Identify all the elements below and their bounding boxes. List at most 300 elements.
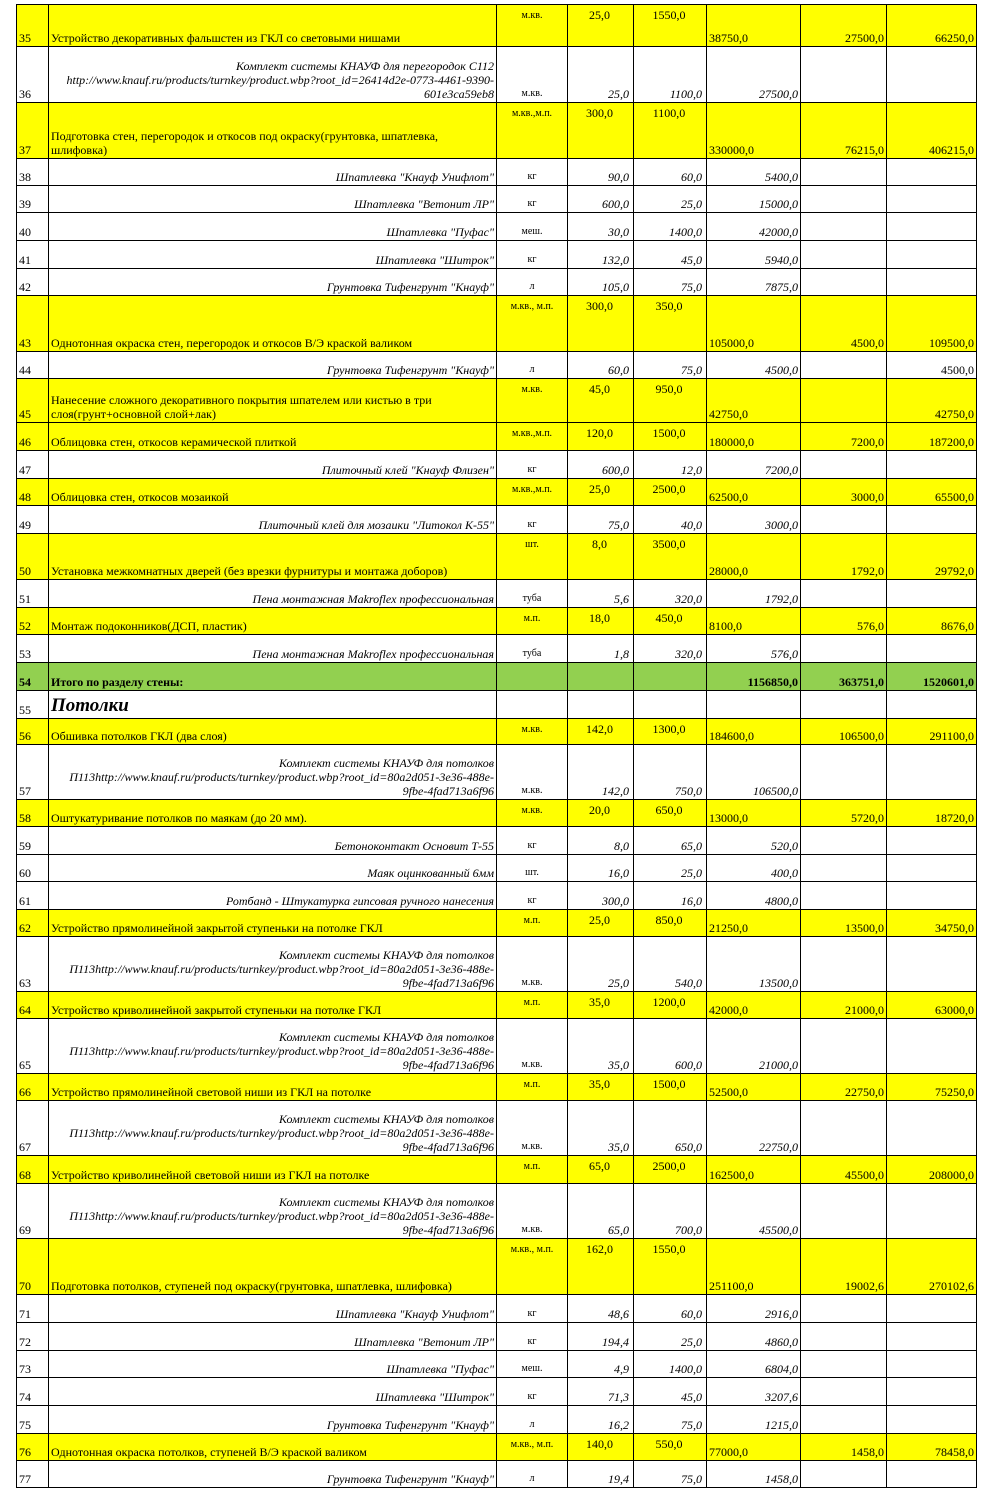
item-description: Плиточный клей "Кнауф Флизен" (49, 451, 497, 479)
price-cell: 1550,0 (634, 5, 707, 47)
price-cell: 65,0 (634, 827, 707, 855)
table-row (17, 47, 977, 103)
materials-cost-cell: 22750,0 (707, 1101, 801, 1156)
labor-cost-cell (801, 241, 887, 269)
price-cell: 3500,0 (634, 534, 707, 580)
table-row (17, 1101, 977, 1156)
labor-cost-cell (801, 1406, 887, 1434)
table-row (17, 534, 977, 580)
row-number: 65 (17, 1019, 49, 1074)
quantity-cell: 35,0 (568, 1101, 634, 1156)
materials-cost-cell: 7200,0 (707, 451, 801, 479)
table-row (17, 1295, 977, 1323)
item-description: Однотонная окраска потолков, ступеней В/Э краской валиком (49, 1434, 497, 1461)
table-row (17, 745, 977, 800)
materials-cost-cell: 5400,0 (707, 159, 801, 186)
item-description: Подготовка потолков, ступеней под окраску(грунтовка, шпатлевка, шлифовка) (49, 1239, 497, 1295)
table-row (17, 1074, 977, 1101)
unit-cell: м.кв., м.п. (497, 296, 568, 352)
unit-cell: м.кв. (497, 745, 568, 800)
materials-cost-cell: 576,0 (707, 635, 801, 663)
labor-cost-cell: 5720,0 (801, 800, 887, 827)
total-cost-cell: 42750,0 (887, 379, 977, 423)
labor-cost-cell: 27500,0 (801, 5, 887, 47)
table-row (17, 1461, 977, 1488)
unit-cell: шт. (497, 534, 568, 580)
quantity-cell: 300,0 (568, 296, 634, 352)
table-row (17, 379, 977, 423)
price-cell: 1400,0 (634, 213, 707, 241)
total-cost-cell (887, 855, 977, 882)
item-description: Потолки (49, 691, 497, 719)
quantity-cell (568, 691, 634, 719)
row-number: 46 (17, 423, 49, 451)
total-cost-cell: 187200,0 (887, 423, 977, 451)
item-description: Комплект системы КНАУФ для потолков П113http://www.knauf.ru/products/turnkey/product.wbp?root_id=80a2d051-3e36-488e-9fbe-4fad713a6f96 (49, 1184, 497, 1239)
materials-cost-cell: 42750,0 (707, 379, 801, 423)
table-row (17, 910, 977, 937)
item-description: Облицовка стен, откосов мозаикой (49, 479, 497, 506)
quantity-cell: 600,0 (568, 451, 634, 479)
unit-cell: л (497, 1406, 568, 1434)
materials-cost-cell: 4860,0 (707, 1323, 801, 1351)
materials-cost-cell: 45500,0 (707, 1184, 801, 1239)
total-cost-cell: 66250,0 (887, 5, 977, 47)
materials-cost-cell: 28000,0 (707, 534, 801, 580)
price-cell: 75,0 (634, 352, 707, 379)
labor-cost-cell: 1792,0 (801, 534, 887, 580)
table-row (17, 269, 977, 296)
unit-cell: меш. (497, 213, 568, 241)
row-number: 38 (17, 159, 49, 186)
total-cost-cell (887, 47, 977, 103)
total-cost-cell: 109500,0 (887, 296, 977, 352)
total-cost-cell (887, 1184, 977, 1239)
quantity-cell: 5,6 (568, 580, 634, 608)
quantity-cell: 120,0 (568, 423, 634, 451)
total-cost-cell (887, 1351, 977, 1378)
labor-cost-cell: 45500,0 (801, 1156, 887, 1184)
estimate-rows (17, 5, 977, 1488)
total-cost-cell: 406215,0 (887, 103, 977, 159)
price-cell: 75,0 (634, 269, 707, 296)
labor-cost-cell: 3000,0 (801, 479, 887, 506)
price-cell: 1500,0 (634, 1074, 707, 1101)
unit-cell: л (497, 352, 568, 379)
item-description: Комплект системы КНАУФ для потолков П113http://www.knauf.ru/products/turnkey/product.wbp?root_id=80a2d051-3e36-488e-9fbe-4fad713a6f96 (49, 745, 497, 800)
price-cell: 45,0 (634, 241, 707, 269)
labor-cost-cell (801, 47, 887, 103)
row-number: 54 (17, 663, 49, 691)
unit-cell: м.кв. (497, 1101, 568, 1156)
price-cell: 25,0 (634, 1323, 707, 1351)
total-cost-cell: 65500,0 (887, 479, 977, 506)
item-description: Ротбанд - Штукатурка гипсовая ручного нанесения (49, 882, 497, 910)
materials-cost-cell: 27500,0 (707, 47, 801, 103)
table-row (17, 608, 977, 635)
labor-cost-cell: 19002,6 (801, 1239, 887, 1295)
table-row (17, 719, 977, 745)
labor-cost-cell (801, 506, 887, 534)
total-cost-cell: 4500,0 (887, 352, 977, 379)
quantity-cell: 132,0 (568, 241, 634, 269)
row-number: 41 (17, 241, 49, 269)
materials-cost-cell: 7875,0 (707, 269, 801, 296)
total-cost-cell (887, 269, 977, 296)
total-cost-cell (887, 882, 977, 910)
labor-cost-cell (801, 352, 887, 379)
unit-cell: м.п. (497, 608, 568, 635)
price-cell: 550,0 (634, 1434, 707, 1461)
price-cell: 2500,0 (634, 1156, 707, 1184)
unit-cell: кг (497, 159, 568, 186)
total-cost-cell: 78458,0 (887, 1434, 977, 1461)
table-row (17, 186, 977, 213)
unit-cell: л (497, 1461, 568, 1488)
quantity-cell: 65,0 (568, 1156, 634, 1184)
table-row (17, 882, 977, 910)
materials-cost-cell: 1215,0 (707, 1406, 801, 1434)
row-number: 43 (17, 296, 49, 352)
row-number: 72 (17, 1323, 49, 1351)
quantity-cell: 25,0 (568, 5, 634, 47)
table-row (17, 635, 977, 663)
item-description: Установка межкомнатных дверей (без врезки фурнитуры и монтажа доборов) (49, 534, 497, 580)
quantity-cell: 30,0 (568, 213, 634, 241)
total-cost-cell (887, 159, 977, 186)
quantity-cell: 142,0 (568, 745, 634, 800)
labor-cost-cell: 576,0 (801, 608, 887, 635)
table-row (17, 506, 977, 534)
materials-cost-cell: 5940,0 (707, 241, 801, 269)
unit-cell: кг (497, 186, 568, 213)
table-row (17, 5, 977, 47)
quantity-cell: 8,0 (568, 534, 634, 580)
total-cost-cell (887, 241, 977, 269)
item-description: Оштукатуривание потолков по маякам (до 20 мм). (49, 800, 497, 827)
item-description: Грунтовка Тифенгрунт "Кнауф" (49, 352, 497, 379)
total-cost-cell (887, 937, 977, 992)
price-cell: 450,0 (634, 608, 707, 635)
table-row (17, 423, 977, 451)
row-number: 70 (17, 1239, 49, 1295)
labor-cost-cell (801, 379, 887, 423)
total-cost-cell (887, 635, 977, 663)
labor-cost-cell (801, 451, 887, 479)
total-cost-cell (887, 451, 977, 479)
total-cost-cell (887, 1295, 977, 1323)
quantity-cell: 25,0 (568, 47, 634, 103)
labor-cost-cell (801, 1184, 887, 1239)
price-cell: 12,0 (634, 451, 707, 479)
price-cell: 950,0 (634, 379, 707, 423)
labor-cost-cell (801, 1019, 887, 1074)
table-row (17, 580, 977, 608)
unit-cell: кг (497, 506, 568, 534)
materials-cost-cell: 21250,0 (707, 910, 801, 937)
total-cost-cell (887, 213, 977, 241)
table-row (17, 1184, 977, 1239)
quantity-cell: 18,0 (568, 608, 634, 635)
row-number: 77 (17, 1461, 49, 1488)
row-number: 51 (17, 580, 49, 608)
materials-cost-cell (707, 691, 801, 719)
labor-cost-cell (801, 882, 887, 910)
materials-cost-cell: 106500,0 (707, 745, 801, 800)
item-description: Комплект системы КНАУФ для потолков П113http://www.knauf.ru/products/turnkey/product.wbp?root_id=80a2d051-3e36-488e-9fbe-4fad713a6f96 (49, 1101, 497, 1156)
row-number: 62 (17, 910, 49, 937)
item-description: Шпатлевка "Шитрок" (49, 241, 497, 269)
materials-cost-cell: 251100,0 (707, 1239, 801, 1295)
table-row (17, 1351, 977, 1378)
row-number: 48 (17, 479, 49, 506)
total-cost-cell (887, 506, 977, 534)
row-number: 52 (17, 608, 49, 635)
price-cell: 540,0 (634, 937, 707, 992)
row-number: 63 (17, 937, 49, 992)
row-number: 75 (17, 1406, 49, 1434)
row-number: 36 (17, 47, 49, 103)
price-cell: 75,0 (634, 1461, 707, 1488)
item-description: Шпатлевка "Пуфас" (49, 1351, 497, 1378)
quantity-cell: 600,0 (568, 186, 634, 213)
labor-cost-cell (801, 937, 887, 992)
item-description: Устройство криволинейной закрытой ступеньки на потолке ГКЛ (49, 992, 497, 1019)
price-cell: 1300,0 (634, 719, 707, 745)
price-cell: 16,0 (634, 882, 707, 910)
row-number: 56 (17, 719, 49, 745)
row-number: 76 (17, 1434, 49, 1461)
materials-cost-cell: 21000,0 (707, 1019, 801, 1074)
price-cell (634, 691, 707, 719)
price-cell: 40,0 (634, 506, 707, 534)
quantity-cell: 16,2 (568, 1406, 634, 1434)
table-row (17, 1434, 977, 1461)
labor-cost-cell (801, 745, 887, 800)
price-cell: 75,0 (634, 1406, 707, 1434)
price-cell: 60,0 (634, 1295, 707, 1323)
unit-cell (497, 663, 568, 691)
item-description: Шпатлевка "Кнауф Унифлот" (49, 159, 497, 186)
table-row (17, 937, 977, 992)
labor-cost-cell: 4500,0 (801, 296, 887, 352)
quantity-cell: 35,0 (568, 992, 634, 1019)
row-number: 60 (17, 855, 49, 882)
quantity-cell: 60,0 (568, 352, 634, 379)
row-number: 37 (17, 103, 49, 159)
section-header-row (17, 691, 977, 719)
materials-cost-cell: 15000,0 (707, 186, 801, 213)
quantity-cell: 194,4 (568, 1323, 634, 1351)
total-cost-cell: 208000,0 (887, 1156, 977, 1184)
row-number: 49 (17, 506, 49, 534)
unit-cell: м.кв., м.п. (497, 1434, 568, 1461)
materials-cost-cell: 13500,0 (707, 937, 801, 992)
total-cost-cell: 18720,0 (887, 800, 977, 827)
unit-cell: кг (497, 1295, 568, 1323)
total-cost-cell: 270102,6 (887, 1239, 977, 1295)
row-number: 50 (17, 534, 49, 580)
row-number: 73 (17, 1351, 49, 1378)
table-row (17, 800, 977, 827)
materials-cost-cell: 184600,0 (707, 719, 801, 745)
table-row (17, 1323, 977, 1351)
row-number: 57 (17, 745, 49, 800)
item-description: Устройство прямолинейной световой ниши из ГКЛ на потолке (49, 1074, 497, 1101)
labor-cost-cell: 106500,0 (801, 719, 887, 745)
table-row (17, 159, 977, 186)
price-cell: 2500,0 (634, 479, 707, 506)
item-description: Шпатлевка "Ветонит ЛР" (49, 186, 497, 213)
item-description: Пена монтажная Makroflex профессиональная (49, 635, 497, 663)
unit-cell: м.кв. (497, 47, 568, 103)
quantity-cell: 105,0 (568, 269, 634, 296)
price-cell: 1500,0 (634, 423, 707, 451)
unit-cell: м.кв. (497, 1184, 568, 1239)
unit-cell: м.кв. (497, 379, 568, 423)
price-cell: 600,0 (634, 1019, 707, 1074)
labor-cost-cell: 76215,0 (801, 103, 887, 159)
price-cell: 320,0 (634, 580, 707, 608)
unit-cell: шт. (497, 855, 568, 882)
unit-cell: кг (497, 451, 568, 479)
table-row (17, 241, 977, 269)
table-row (17, 992, 977, 1019)
total-cost-cell: 29792,0 (887, 534, 977, 580)
quantity-cell: 35,0 (568, 1074, 634, 1101)
labor-cost-cell (801, 635, 887, 663)
price-cell: 700,0 (634, 1184, 707, 1239)
labor-cost-cell (801, 855, 887, 882)
unit-cell: кг (497, 1378, 568, 1406)
row-number: 67 (17, 1101, 49, 1156)
total-cost-cell: 291100,0 (887, 719, 977, 745)
quantity-cell: 25,0 (568, 937, 634, 992)
total-cost-cell (887, 691, 977, 719)
labor-cost-cell (801, 827, 887, 855)
table-row (17, 103, 977, 159)
table-row (17, 827, 977, 855)
total-cost-cell: 63000,0 (887, 992, 977, 1019)
labor-cost-cell: 13500,0 (801, 910, 887, 937)
materials-cost-cell: 52500,0 (707, 1074, 801, 1101)
quantity-cell: 300,0 (568, 882, 634, 910)
materials-cost-cell: 38750,0 (707, 5, 801, 47)
table-row (17, 213, 977, 241)
quantity-cell: 35,0 (568, 1019, 634, 1074)
item-description: Комплект системы КНАУФ для потолков П113http://www.knauf.ru/products/turnkey/product.wbp?root_id=80a2d051-3e36-488e-9fbe-4fad713a6f96 (49, 1019, 497, 1074)
unit-cell: л (497, 269, 568, 296)
labor-cost-cell (801, 1323, 887, 1351)
quantity-cell: 19,4 (568, 1461, 634, 1488)
row-number: 47 (17, 451, 49, 479)
unit-cell: м.кв.,м.п. (497, 423, 568, 451)
materials-cost-cell: 400,0 (707, 855, 801, 882)
materials-cost-cell: 330000,0 (707, 103, 801, 159)
labor-cost-cell: 22750,0 (801, 1074, 887, 1101)
total-cost-cell (887, 745, 977, 800)
item-description: Пена монтажная Makroflex профессиональная (49, 580, 497, 608)
table-row (17, 855, 977, 882)
total-cost-cell (887, 1019, 977, 1074)
item-description: Шпатлевка "Шитрок" (49, 1378, 497, 1406)
labor-cost-cell (801, 1295, 887, 1323)
quantity-cell: 142,0 (568, 719, 634, 745)
item-description: Шпатлевка "Кнауф Унифлот" (49, 1295, 497, 1323)
price-cell: 1100,0 (634, 103, 707, 159)
total-cost-cell: 8676,0 (887, 608, 977, 635)
row-number: 61 (17, 882, 49, 910)
price-cell: 750,0 (634, 745, 707, 800)
unit-cell: м.кв.,м.п. (497, 103, 568, 159)
quantity-cell: 90,0 (568, 159, 634, 186)
labor-cost-cell (801, 213, 887, 241)
labor-cost-cell (801, 186, 887, 213)
estimate-sheet (16, 4, 974, 1488)
item-description: Нанесение сложного декоративного покрытия шпателем или кистью в три слоя(грунт+основной слой+лак) (49, 379, 497, 423)
quantity-cell: 65,0 (568, 1184, 634, 1239)
labor-cost-cell (801, 1378, 887, 1406)
labor-cost-cell (801, 580, 887, 608)
labor-cost-cell (801, 159, 887, 186)
item-description: Шпатлевка "Ветонит ЛР" (49, 1323, 497, 1351)
quantity-cell: 71,3 (568, 1378, 634, 1406)
item-description: Устройство декоративных фальшстен из ГКЛ со световыми нишами (49, 5, 497, 47)
price-cell: 650,0 (634, 800, 707, 827)
materials-cost-cell: 3000,0 (707, 506, 801, 534)
price-cell: 650,0 (634, 1101, 707, 1156)
row-number: 66 (17, 1074, 49, 1101)
price-cell: 1200,0 (634, 992, 707, 1019)
materials-cost-cell: 1458,0 (707, 1461, 801, 1488)
quantity-cell: 8,0 (568, 827, 634, 855)
materials-cost-cell: 8100,0 (707, 608, 801, 635)
row-number: 64 (17, 992, 49, 1019)
materials-cost-cell: 13000,0 (707, 800, 801, 827)
unit-cell: м.кв. (497, 1019, 568, 1074)
row-number: 71 (17, 1295, 49, 1323)
item-description: Грунтовка Тифенгрунт "Кнауф" (49, 1461, 497, 1488)
labor-cost-cell (801, 1101, 887, 1156)
item-description: Подготовка стен, перегородок и откосов под окраску(грунтовка, шпатлевка, шлифовка) (49, 103, 497, 159)
item-description: Комплект системы КНАУФ для потолков П113http://www.knauf.ru/products/turnkey/product.wbp?root_id=80a2d051-3e36-488e-9fbe-4fad713a6f96 (49, 937, 497, 992)
unit-cell: меш. (497, 1351, 568, 1378)
item-description: Итого по разделу стены: (49, 663, 497, 691)
total-cost-cell: 34750,0 (887, 910, 977, 937)
total-cost-cell: 75250,0 (887, 1074, 977, 1101)
labor-cost-cell: 7200,0 (801, 423, 887, 451)
row-number: 53 (17, 635, 49, 663)
quantity-cell: 4,9 (568, 1351, 634, 1378)
quantity-cell: 25,0 (568, 479, 634, 506)
table-row (17, 352, 977, 379)
price-cell: 350,0 (634, 296, 707, 352)
item-description: Монтаж подоконников(ДСП, пластик) (49, 608, 497, 635)
row-number: 39 (17, 186, 49, 213)
unit-cell: м.кв., м.п. (497, 1239, 568, 1295)
unit-cell: кг (497, 882, 568, 910)
item-description: Бетоноконтакт Основит Т-55 (49, 827, 497, 855)
table-row (17, 296, 977, 352)
price-cell: 60,0 (634, 159, 707, 186)
item-description: Комплект системы КНАУФ для перегородок С112 http://www.knauf.ru/products/turnkey/product.wbp?root_id=26414d2e-0773-4461-9390-601e3ca59eb8 (49, 47, 497, 103)
unit-cell: м.п. (497, 1074, 568, 1101)
table-row (17, 451, 977, 479)
total-cost-cell (887, 1323, 977, 1351)
item-description: Грунтовка Тифенгрунт "Кнауф" (49, 269, 497, 296)
labor-cost-cell (801, 1351, 887, 1378)
total-cost-cell (887, 827, 977, 855)
